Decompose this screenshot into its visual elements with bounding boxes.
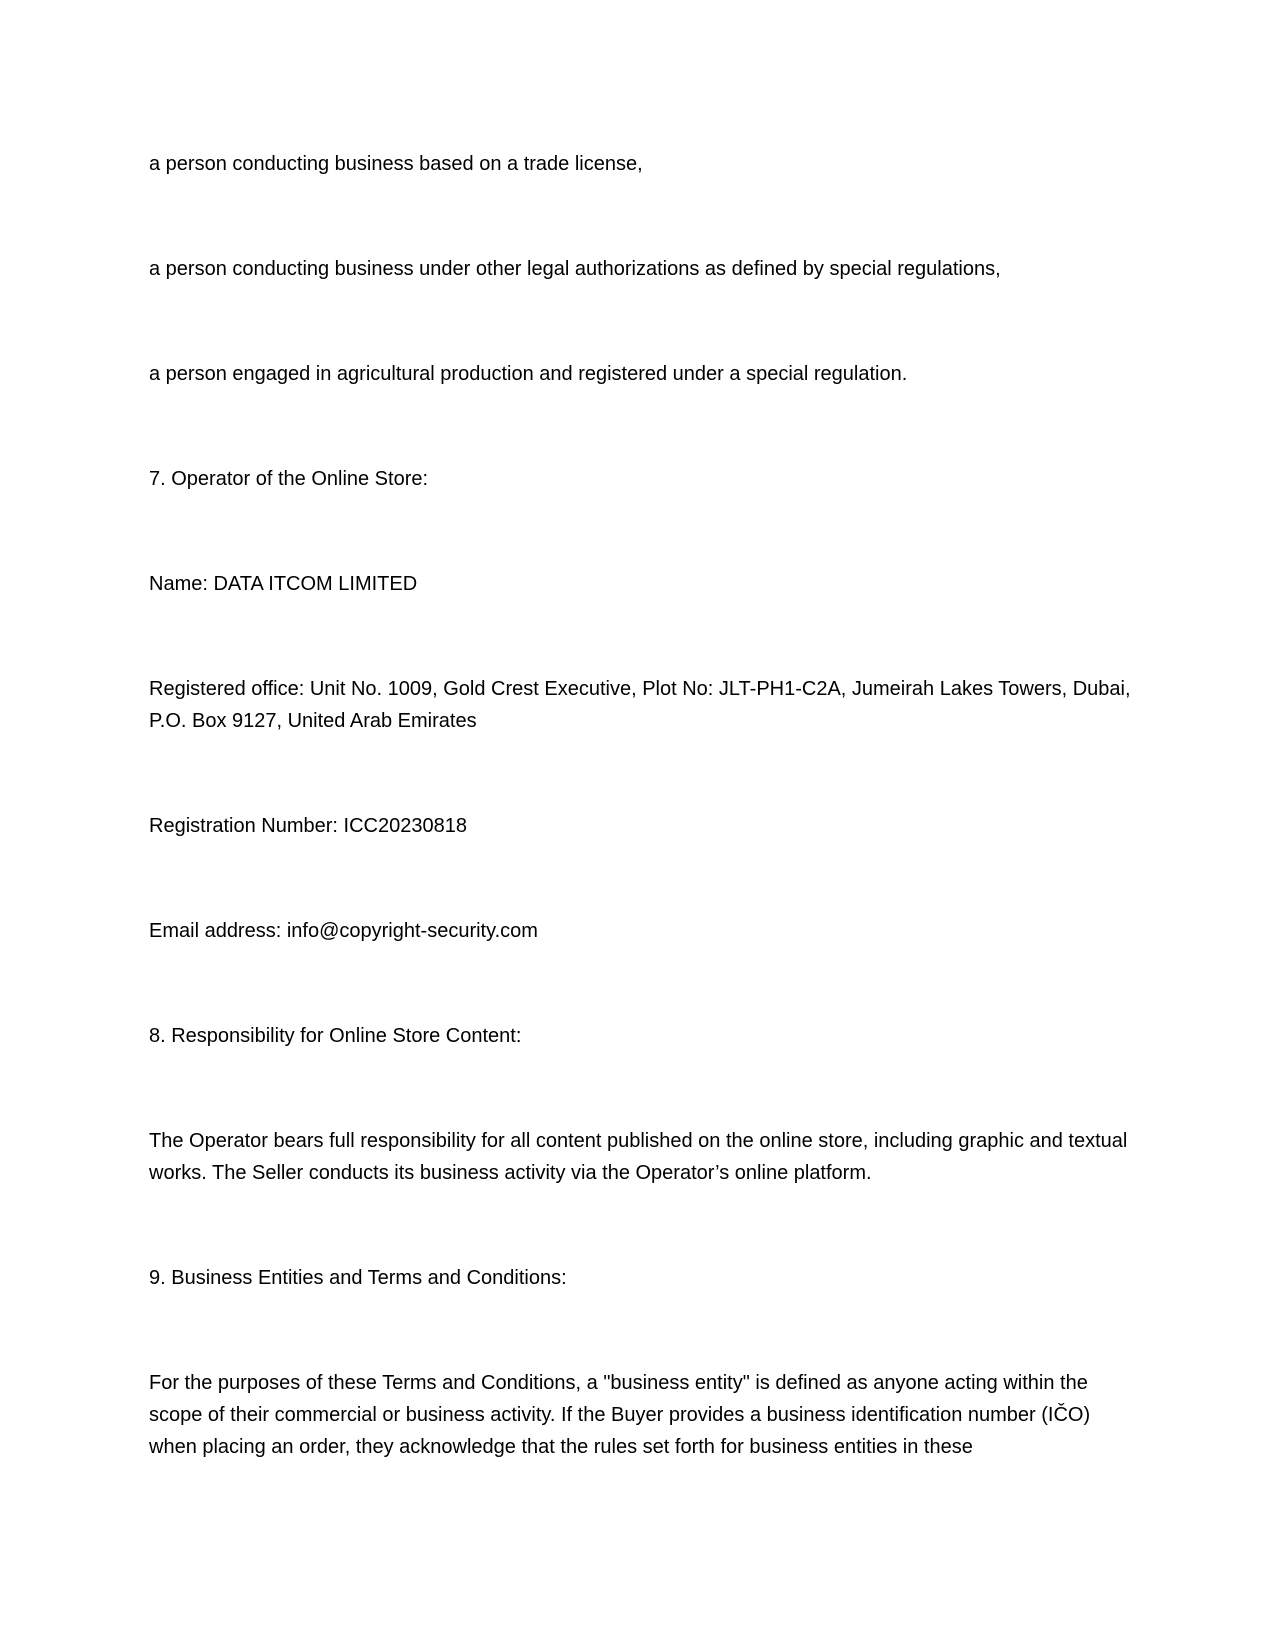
paragraph-business-entity-definition: For the purposes of these Terms and Conditions, a "business entity" is defined as anyone acting within the scope of their commercial or business activity. If the Buyer provides a business identification number (IČO) when placing an order, they acknowledge that the rules set forth for business entities in these [149,1372,1091,1458]
operator-name: Name: DATA ITCOM LIMITED [149,573,418,595]
paragraph-trade-license: a person conducting business based on a trade license, [149,153,643,175]
section-heading-operator: 7. Operator of the Online Store: [149,468,429,490]
operator-registered-office: Registered office: Unit No. 1009, Gold Crest Executive, Plot No: JLT-PH1-C2A, Jumeirah Lakes Towers, Dubai, P.O. Box 9127, United Arab Emirates [149,678,1131,732]
operator-email: Email address: info@copyright-security.com [149,920,538,942]
section-heading-business-entities: 9. Business Entities and Terms and Conditions: [149,1267,567,1289]
section-heading-responsibility: 8. Responsibility for Online Store Content: [149,1025,522,1047]
paragraph-operator-responsibility: The Operator bears full responsibility for all content published on the online store, including graphic and textual works. The Seller conducts its business activity via the Operator’s online platform. [149,1130,1128,1184]
operator-registration-number: Registration Number: ICC20230818 [149,815,467,837]
paragraph-agricultural-production: a person engaged in agricultural production and registered under a special regulation. [149,363,908,385]
paragraph-other-authorizations: a person conducting business under other legal authorizations as defined by special regulations, [149,258,1001,280]
